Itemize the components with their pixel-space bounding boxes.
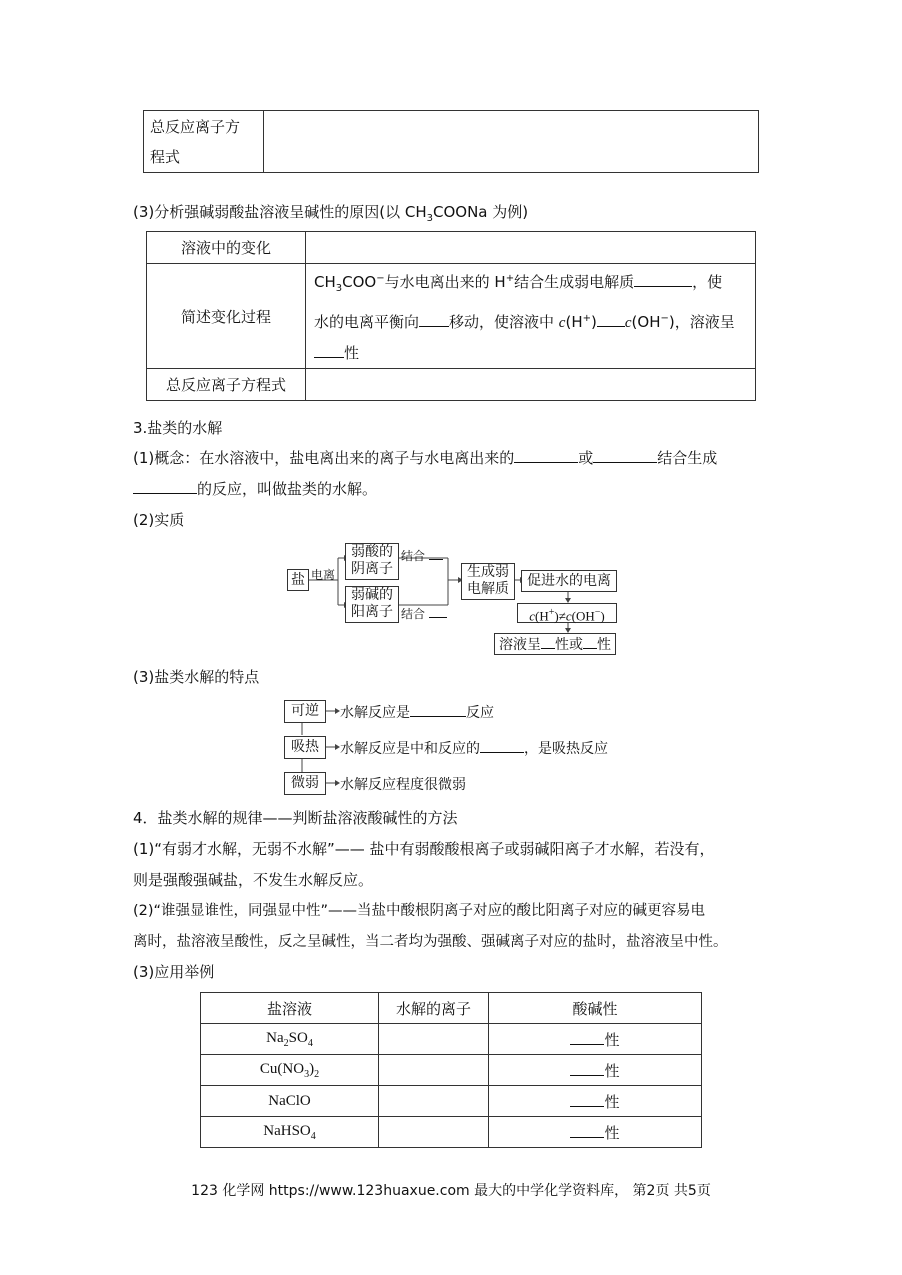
essence-heading: (2)实质 [133, 511, 185, 529]
weak-base-cation-box: 弱碱的 阳离子 [345, 586, 399, 623]
equation-label-line2: 程式 [150, 147, 181, 166]
promote-ionization-box: 促进水的电离 [521, 570, 617, 592]
page-footer: 123 化学网 https://www.123huaxue.com 最大的中学化学资料库， 第2页 共5页 [191, 1183, 711, 1199]
table-row [201, 1055, 702, 1086]
table-row [201, 1086, 702, 1117]
feature-text: 水解反应是 反应 [340, 702, 494, 722]
rule-1-line-1: (1)“有弱才水解，无弱不水解”—— 盐中有弱酸酸根离子或弱碱阳离子才水解，若没有， [133, 840, 715, 858]
blank[interactable] [593, 448, 657, 463]
property-cell: 性 [489, 1055, 702, 1086]
blank[interactable] [514, 448, 578, 463]
property-cell: 性 [489, 1117, 702, 1148]
salt-cell: NaClO [201, 1086, 379, 1117]
header-property: 酸碱性 [489, 993, 702, 1024]
ion-cell[interactable] [379, 1024, 489, 1055]
process-description: $CH_3COO^-$与水电离出来的 H+结合生成弱电解质 ，使 水的电离平衡向 移动，使溶液中 c(H+) c(OH−)，溶液呈 性 [306, 264, 756, 369]
salt-cell: $Na_2SO_4$ [201, 1024, 379, 1055]
property-cell: 性 [489, 1024, 702, 1055]
feature-text: 水解反应是中和反应的 ，是吸热反应 [340, 738, 608, 758]
header-salt: 盐溶液 [201, 993, 379, 1024]
row-label: 简述变化过程 [147, 264, 306, 369]
section-3-title: (3)分析强碱弱酸盐溶液呈碱性的原因(以 $CH_3COONa$ 为例) [133, 203, 529, 224]
rule-2-line-1: (2)“谁强显谁性，同强显中性”——当盐中酸根阴离子对应的酸比阳离子对应的碱更容易电 [133, 903, 706, 919]
ion-cell[interactable] [379, 1117, 489, 1148]
ion-cell[interactable] [379, 1086, 489, 1117]
table-row [201, 1024, 702, 1055]
blank[interactable] [570, 1061, 604, 1076]
examples-heading: (3)应用举例 [133, 963, 215, 981]
section-3-heading: 3.盐类的水解 [133, 419, 223, 437]
equation-label-line1: 总反应离子方 [150, 117, 241, 136]
ion-cell[interactable] [379, 1055, 489, 1086]
features-heading: (3)盐类水解的特点 [133, 668, 260, 686]
blank[interactable] [429, 545, 443, 560]
blank[interactable] [583, 634, 597, 649]
property-cell: 性 [489, 1086, 702, 1117]
equation-answer-cell[interactable] [264, 111, 759, 173]
concept-line-1: (1)概念：在水溶液中，盐电离出来的离子与水电离出来的 或 结合生成 [133, 449, 718, 467]
ion-inequality-box: c(H+)≠c(OH−) [517, 603, 617, 623]
combine-bottom: 结合 [401, 603, 447, 622]
salt-cell: $Cu(NO_3)_2$ [201, 1055, 379, 1086]
blank[interactable] [634, 272, 692, 287]
ch3coona-table [146, 231, 756, 401]
blank[interactable] [570, 1092, 604, 1107]
blank[interactable] [410, 702, 466, 717]
solution-result-box: 溶液呈 性或 性 [494, 633, 616, 655]
answer-cell[interactable] [306, 232, 756, 264]
salt-box: 盐 [287, 569, 309, 591]
ionize-label: 电离 [311, 568, 336, 582]
combine-top: 结合 [401, 545, 443, 564]
top-equation-table [143, 110, 759, 173]
concept-line-2: 的反应，叫做盐类的水解。 [133, 479, 377, 499]
blank[interactable] [429, 603, 447, 618]
rule-1-line-2: 则是强酸强碱盐，不发生水解反应。 [133, 871, 374, 889]
blank[interactable] [314, 343, 344, 358]
weak-electrolyte-box: 生成弱 电解质 [461, 563, 515, 600]
blank[interactable] [133, 479, 197, 494]
row-label: 溶液中的变化 [147, 232, 306, 264]
header-ion: 水解的离子 [379, 993, 489, 1024]
equation-label-cell [144, 111, 264, 173]
feature-tag: 可逆 [284, 700, 326, 723]
blank[interactable] [597, 312, 625, 327]
blank[interactable] [480, 738, 524, 753]
answer-cell[interactable] [306, 369, 756, 401]
weak-acid-anion-box: 弱酸的 阴离子 [345, 543, 399, 580]
rule-2-line-2: 离时，盐溶液呈酸性，反之呈碱性，当二者均为强酸、强碱离子对应的盐时，盐溶液呈中性。 [133, 934, 728, 950]
feature-tag: 吸热 [284, 736, 326, 759]
row-label: 总反应离子方程式 [147, 369, 306, 401]
blank[interactable] [419, 312, 449, 327]
salt-cell: NaHSO$_4$ [201, 1117, 379, 1148]
blank[interactable] [541, 634, 555, 649]
salt-examples-table [200, 992, 702, 1148]
section-4-heading: 4．盐类水解的规律——判断盐溶液酸碱性的方法 [133, 809, 458, 827]
table-row [201, 1117, 702, 1148]
blank[interactable] [570, 1030, 604, 1045]
feature-text: 水解反应程度很微弱 [340, 777, 466, 793]
feature-tag: 微弱 [284, 772, 326, 795]
blank[interactable] [570, 1123, 604, 1138]
